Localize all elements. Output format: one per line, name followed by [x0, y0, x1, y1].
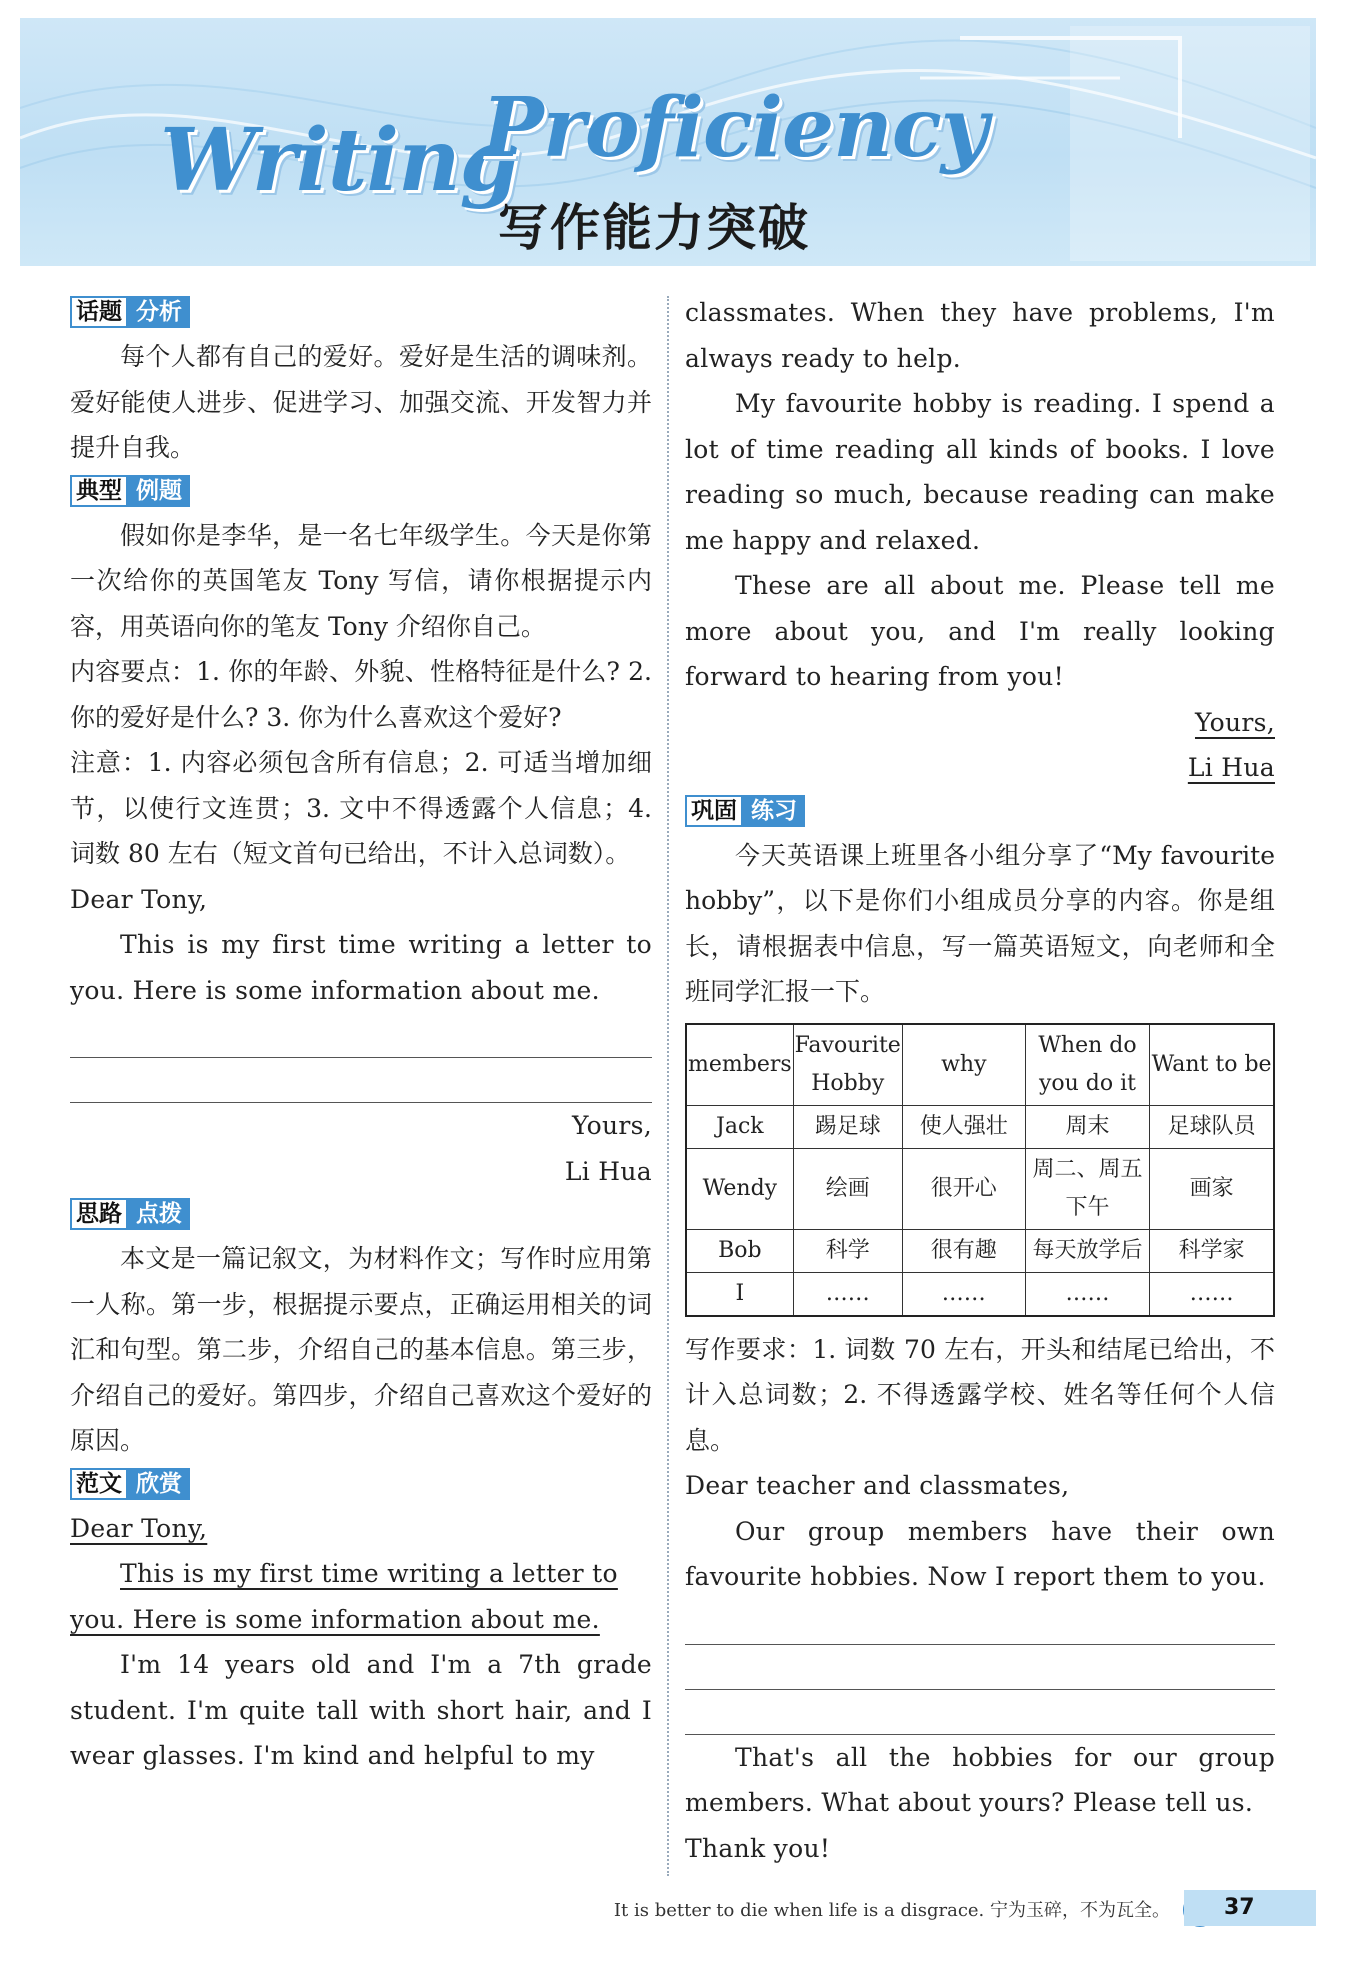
banner-title-writing: Writing: [160, 110, 519, 211]
page-number: 37: [1184, 1890, 1316, 1926]
footer-proverb: It is better to die when life is a disgrace. 宁为玉碎，不为瓦全。: [613, 1900, 1170, 1921]
answer-line[interactable]: [70, 1013, 652, 1058]
practice-requirements: 写作要求：1. 词数 70 左右，开头和结尾已给出，不计入总词数；2. 不得透露学校、姓名等任何个人信息。: [685, 1334, 1275, 1455]
table-header-cell: why: [902, 1024, 1025, 1106]
left-column: [70, 292, 652, 1779]
example-key-points: 内容要点：1. 你的年龄、外貌、性格特征是什么? 2. 你的爱好是什么? 3. 你为什么喜欢这个爱好?: [70, 657, 652, 732]
section-tag-practice: 巩固 练习: [685, 795, 805, 827]
section-tag-topic-analysis: 话题 分析: [70, 296, 190, 328]
model-paragraph-3: These are all about me. Please tell me more about you, and I'm really looking forward to hearing from you!: [685, 571, 1275, 691]
table-header-cell: Favourite Hobby: [793, 1024, 902, 1106]
approach-text: 本文是一篇记叙文，为材料作文；写作时应用第一人称。第一步，根据提示要点，正确运用相关的词汇和句型。第二步，介绍自己的基本信息。第三步，介绍自己的爱好。第四步，介绍自己喜欢这个爱好的原因。: [70, 1244, 652, 1455]
table-cell: 画家: [1150, 1148, 1274, 1229]
section-tag-example: 典型 例题: [70, 475, 190, 507]
example-salutation: Dear Tony,: [70, 884, 208, 914]
hobby-table: [685, 1023, 1275, 1317]
model-paragraph-1: I'm 14 years old and I'm a 7th grade student. I'm quite tall with short hair, and I wear glasses. I'm kind and helpful to my: [70, 1650, 652, 1770]
table-cell: 绘画: [793, 1148, 902, 1229]
table-cell: Jack: [686, 1105, 793, 1148]
table-cell: 科学: [793, 1229, 902, 1272]
table-cell: 踢足球: [793, 1105, 902, 1148]
table-cell: 使人强壮: [902, 1105, 1025, 1148]
table-cell: 很开心: [902, 1148, 1025, 1229]
table-cell: ……: [1025, 1272, 1149, 1316]
section-tag-approach: 思路 点拨: [70, 1198, 190, 1230]
answer-line[interactable]: [685, 1600, 1275, 1645]
table-cell: 很有趣: [902, 1229, 1025, 1272]
right-column: [685, 290, 1275, 1871]
answer-line[interactable]: [70, 1058, 652, 1103]
section-tag-model-essay: 范文 欣赏: [70, 1468, 190, 1500]
banner-title-proficiency: Proficiency: [482, 80, 988, 176]
table-header-cell: Want to be: [1150, 1024, 1274, 1106]
example-opening: This is my first time writing a letter to you. Here is some information about me.: [70, 930, 652, 1005]
practice-prompt-text: 今天英语课上班里各小组分享了“My favourite hobby”，以下是你们小组成员分享的内容。你是组长，请根据表中信息，写一篇英语短文，向老师和全班同学汇报一下。: [685, 840, 1275, 1006]
practice-opening: Our group members have their own favourite hobbies. Now I report them to you.: [685, 1516, 1275, 1591]
practice-salutation: Dear teacher and classmates,: [685, 1471, 1070, 1500]
example-prompt-text: 假如你是李华，是一名七年级学生。今天是你第一次给你的英国笔友 Tony 写信，请你根据提示内容，用英语向你的笔友 Tony 介绍你自己。: [70, 520, 652, 641]
practice-thanks: Thank you!: [685, 1833, 831, 1863]
example-signature: Li Hua: [564, 1156, 652, 1186]
model-paragraph-1-cont: classmates. When they have problems, I'm always ready to help.: [685, 298, 1275, 373]
model-paragraph-2: My favourite hobby is reading. I spend a lot of time reading all kinds of books. I love reading so much, because reading can make me happy and relaxed.: [685, 389, 1275, 555]
table-cell: Bob: [686, 1229, 793, 1272]
example-closing: Yours,: [571, 1111, 652, 1140]
topic-analysis-text: 每个人都有自己的爱好。爱好是生活的调味剂。爱好能使人进步、促进学习、加强交流、开发智力并提升自我。: [70, 342, 652, 462]
example-notes: 注意：1. 内容必须包含所有信息；2. 可适当增加细节，以使行文连贯；3. 文中不得透露个人信息；4. 词数 80 左右（短文首句已给出，不计入总词数）。: [70, 748, 652, 868]
table-cell: 足球队员: [1150, 1105, 1274, 1148]
table-header-row: [686, 1024, 1274, 1106]
table-header-cell: members: [686, 1024, 793, 1106]
practice-ending: That's all the hobbies for our group members. What about yours? Please tell us.: [685, 1742, 1275, 1817]
table-row: [686, 1148, 1274, 1229]
header-banner: [20, 18, 1316, 266]
table-cell: 每天放学后: [1025, 1229, 1149, 1272]
model-salutation: Dear Tony,: [70, 1513, 208, 1543]
model-closing: Yours,: [1194, 707, 1275, 737]
table-cell: ……: [1150, 1272, 1274, 1316]
table-row: [686, 1229, 1274, 1272]
table-cell: 周末: [1025, 1105, 1149, 1148]
model-opening-line1: This is my first time writing a letter to: [120, 1559, 618, 1588]
answer-line[interactable]: [685, 1645, 1275, 1690]
answer-line[interactable]: [685, 1690, 1275, 1735]
table-row: [686, 1272, 1274, 1316]
page-footer: [0, 1890, 1350, 1930]
table-row: [686, 1105, 1274, 1148]
table-cell: I: [686, 1272, 793, 1316]
table-header-cell: When do you do it: [1025, 1024, 1149, 1106]
table-cell: 科学家: [1150, 1229, 1274, 1272]
table-cell: ……: [902, 1272, 1025, 1316]
model-opening-line2: you. Here is some information about me.: [70, 1604, 600, 1634]
model-signature: Li Hua: [1187, 753, 1275, 782]
table-cell: 周二、周五下午: [1025, 1148, 1149, 1229]
banner-subtitle: 写作能力突破: [498, 199, 810, 257]
table-cell: Wendy: [686, 1148, 793, 1229]
table-cell: ……: [793, 1272, 902, 1316]
column-divider: [667, 296, 669, 1876]
